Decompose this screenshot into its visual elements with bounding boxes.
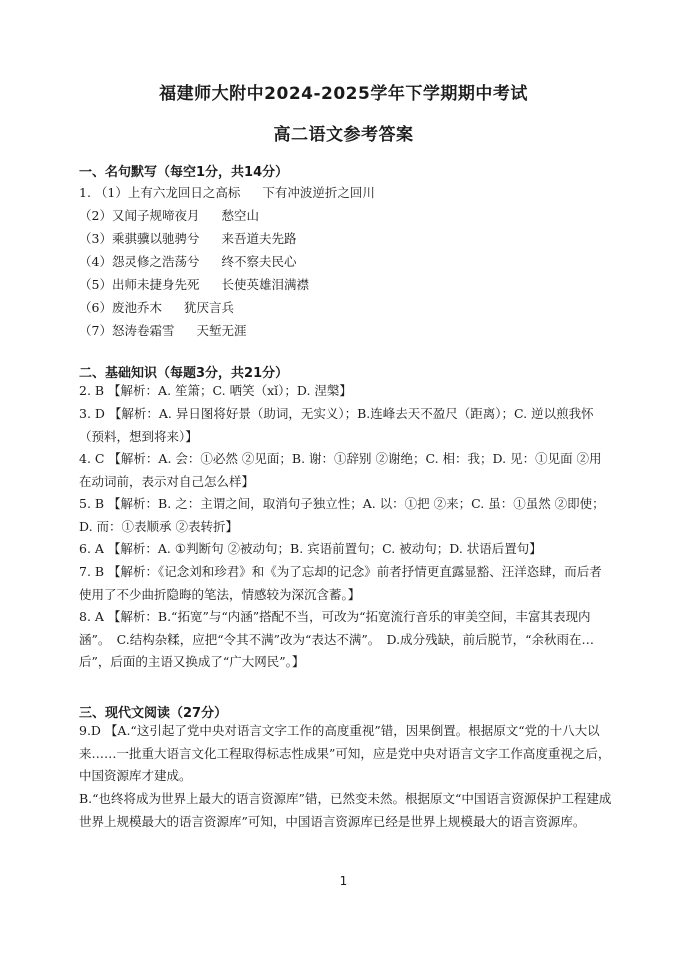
answer-q8: 8. A 【解析：B.“拓宽”与“内涵”搭配不当，可改为“拓宽流行音乐的审美空间，丰富其表现内涵”。 C.结构杂糅，应把“令其不满”改为“表达不满”。 D.成分残缺，前后脱节，“余秋雨在…后”，后面的主语又换成了“广大网民”。】 <box>79 609 594 669</box>
item-number: （2） <box>79 208 112 223</box>
item-answer-a: 废池乔木 <box>111 300 162 315</box>
dictation-item <box>79 206 259 224</box>
page-number: 1 <box>339 874 348 888</box>
item-number: （4） <box>79 254 112 269</box>
answer-q2: 2. B 【解析：A. 笙箫；C. 哂笑（xǐ）；D. 涅槃】 <box>79 383 352 398</box>
item-answer-b: 愁空山 <box>221 208 259 223</box>
item-answer-b: 天堑无涯 <box>196 323 247 338</box>
item-answer-a: 怨灵修之浩荡兮 <box>111 254 200 269</box>
item-number: （6） <box>79 300 112 315</box>
section2-heading: 二、基础知识（每题3分，共21分） <box>79 366 289 381</box>
dictation-item <box>79 252 296 270</box>
item-number: （3） <box>79 231 112 246</box>
item-answer-a: 怒涛卷霜雪 <box>111 323 175 338</box>
item-answer-b: 来吾道夫先路 <box>221 231 297 246</box>
item-answer-b: 下有冲波逆折之回川 <box>262 185 375 200</box>
answer-q3: 3. D 【解析：A. 异日图将好景（助词，无实义）；B.连峰去天不盈尺（距离）；C. 逆以煎我怀（预料，想到将来）】 <box>79 406 594 444</box>
answer-q7: 7. B 【解析：《记念刘和珍君》和《为了忘却的记念》前者抒情更直露显豁、汪洋恣肆，而后者使用了不少曲折隐晦的笔法，情感较为深沉含蓄。】 <box>79 564 602 602</box>
item-number: （5） <box>79 277 112 292</box>
dictation-item <box>79 229 296 247</box>
answer-q4: 4. C 【解析：A. 会：①必然 ②见面；B. 谢：①辞别 ②谢绝；C. 相：我；D. 见：①见面 ②用在动词前，表示对自己怎么样】 <box>79 451 602 489</box>
dictation-item <box>79 183 375 201</box>
answer-q9-part-a: 9.D 【A.“这引起了党中央对语言文字工作的高度重视”错，因果倒置。根据原文“党的十八大以来……一批重大语言文化工程取得标志性成果”可知，应是党中央对语言文字工作高度重视之后，中国资源库才建成。 <box>79 723 611 783</box>
section1-heading: 一、名句默写（每空1分，共14分） <box>79 165 289 180</box>
dictation-item <box>79 298 234 316</box>
item-answer-a: 出师未捷身先死 <box>111 277 200 292</box>
item-number: （7） <box>79 323 112 338</box>
item-answer-b: 犹厌言兵 <box>183 300 234 315</box>
item-answer-a: 乘骐骥以驰骋兮 <box>111 231 200 246</box>
item-answer-b: 终不察夫民心 <box>221 254 297 269</box>
document-title: 福建师大附中2024-2025学年下学期期中考试 <box>159 84 528 104</box>
item-answer-b: 长使英雄泪满襟 <box>221 277 309 292</box>
item-answer-a: 又闻子规啼夜月 <box>111 208 200 223</box>
item-answer-a: 上有六龙回日之高标 <box>127 185 241 200</box>
answer-q6: 6. A 【解析：A. ①判断句 ②被动句；B. 宾语前置句；C. 被动句；D. 状语后置句】 <box>79 541 542 556</box>
item-number: 1. （1） <box>79 185 128 200</box>
dictation-item <box>79 275 309 293</box>
dictation-item <box>79 321 246 339</box>
answer-q5: 5. B 【解析：B. 之：主谓之间，取消句子独立性；A. 以：①把 ②来；C. 虽：①虽然 ②即使；D. 而：①表顺承 ②表转折】 <box>79 496 605 534</box>
section3-heading: 三、现代文阅读（27分） <box>79 706 228 721</box>
document-subtitle: 高二语文参考答案 <box>273 125 414 145</box>
answer-q9-part-b: B.“也终将成为世界上最大的语言资源库”错，已然变未然。根据原文“中国语言资源保护工程建成世界上规模最大的语言资源库”可知，中国语言资源库已经是世界上规模最大的语言资源库。 <box>79 791 612 829</box>
